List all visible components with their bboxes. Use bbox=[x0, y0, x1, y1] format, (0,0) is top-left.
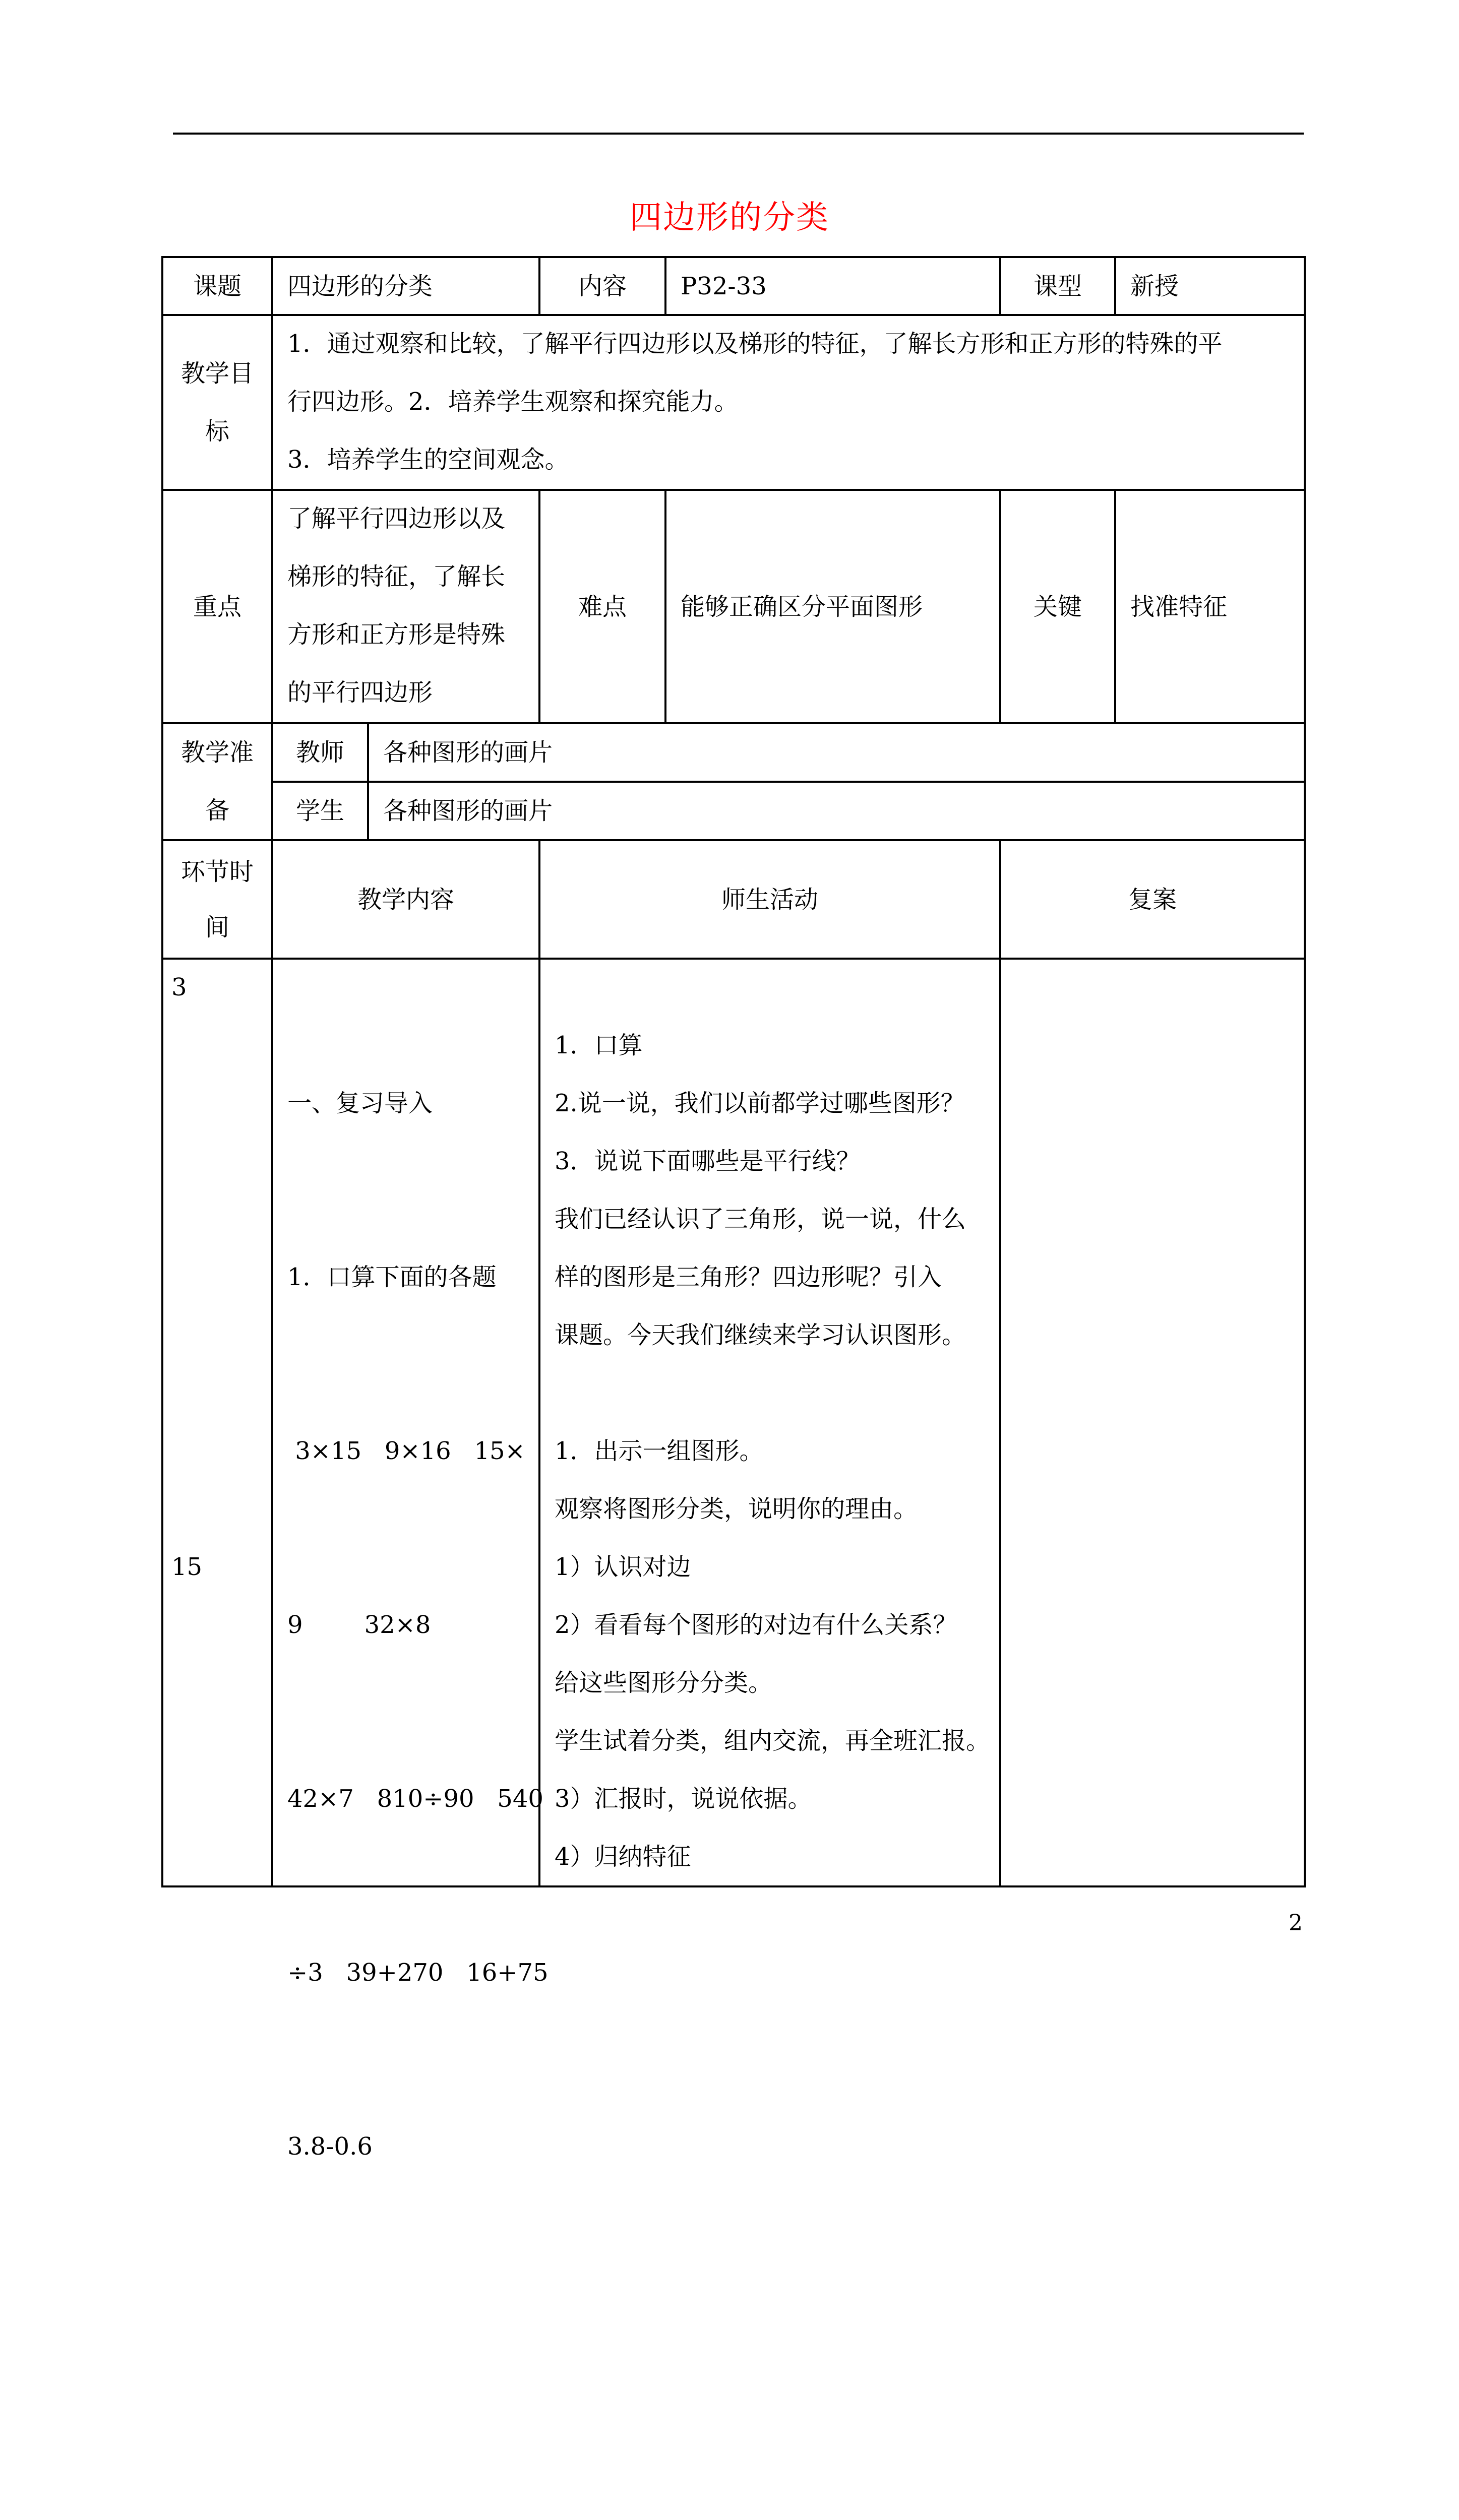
activity-line: 课题。今天我们继续来学习认识图形。 bbox=[555, 1321, 966, 1349]
key-point-line: 的平行四边形 bbox=[287, 678, 433, 707]
teacher-value: 各种图形的画片 bbox=[383, 738, 553, 767]
activity-line: 我们已经认识了三角形，说一说，什么 bbox=[555, 1205, 966, 1233]
activity-line bbox=[555, 959, 1000, 1017]
prep-label-line: 教学准 bbox=[180, 738, 254, 767]
crux-value: 找准特征 bbox=[1130, 592, 1228, 621]
content-line: ÷3 39+270 16+75 bbox=[287, 1959, 549, 1987]
goals-line: 3．培养学生的空间观念。 bbox=[287, 446, 569, 474]
key-point-line: 了解平行四边形以及 bbox=[287, 505, 506, 533]
content-value: P32-33 bbox=[681, 272, 767, 300]
goals-line: 行四边形。2．培养学生观察和探究能力。 bbox=[287, 388, 739, 416]
review-cell bbox=[1000, 959, 1305, 1886]
key-point-label: 重点 bbox=[193, 592, 241, 621]
goals-line: 1．通过观察和比较，了解平行四边形以及梯形的特征，了解长方形和正方形的特殊的平 bbox=[287, 330, 1223, 358]
goals-label bbox=[162, 315, 272, 490]
content-label: 内容 bbox=[578, 272, 627, 300]
prep-label bbox=[162, 723, 272, 840]
time-header-line: 环节时 bbox=[180, 857, 254, 886]
review-column-header: 复案 bbox=[1128, 885, 1177, 914]
content-line bbox=[287, 2292, 539, 2350]
teacher-label: 教师 bbox=[295, 738, 344, 767]
activity-line: 3）汇报时，说说依据。 bbox=[555, 1785, 812, 1813]
header-rule bbox=[173, 133, 1304, 135]
activity-cell bbox=[539, 959, 1000, 1886]
activity-column-header: 师生活动 bbox=[721, 885, 818, 914]
content-line: 9 32×8 bbox=[287, 1611, 431, 1639]
key-point-value bbox=[272, 490, 539, 723]
activity-line: 2.说一说，我们以前都学过哪些图形？ bbox=[555, 1089, 965, 1117]
activity-line bbox=[555, 1364, 1000, 1422]
content-column-header: 教学内容 bbox=[357, 885, 454, 914]
page-number: 2 bbox=[1289, 1910, 1303, 1936]
content-line: 一、复习导入 bbox=[287, 1089, 433, 1117]
document-title: 四边形的分类 bbox=[630, 199, 829, 236]
difficulty-label: 难点 bbox=[578, 592, 627, 621]
goals-label-line: 标 bbox=[205, 417, 229, 446]
activity-line: 观察将图形分类，说明你的理由。 bbox=[555, 1495, 918, 1523]
student-label: 学生 bbox=[295, 797, 344, 825]
key-point-line: 方形和正方形是特殊 bbox=[287, 620, 506, 649]
content-line: 3.8-0.6 bbox=[287, 2132, 373, 2161]
topic-value: 四边形的分类 bbox=[287, 272, 433, 300]
activity-line: 学生试着分类，组内交流，再全班汇报。 bbox=[555, 1727, 991, 1755]
activity-line: 2）看看每个图形的对边有什么关系？ bbox=[555, 1611, 957, 1639]
type-label: 课型 bbox=[1033, 272, 1082, 300]
activity-line: 1．出示一组图形。 bbox=[555, 1437, 764, 1465]
content-cell bbox=[272, 959, 549, 2161]
key-point-line: 梯形的特征，了解长 bbox=[287, 562, 506, 591]
activity-line: 3．说说下面哪些是平行线？ bbox=[555, 1147, 861, 1175]
activity-line: 给这些图形分分类。 bbox=[555, 1669, 773, 1697]
type-value: 新授 bbox=[1130, 272, 1179, 300]
content-line: 1．口算下面的各题 bbox=[287, 1263, 497, 1291]
activity-line: 样的图形是三角形？四边形呢？引入 bbox=[555, 1263, 942, 1291]
topic-label: 课题 bbox=[193, 272, 241, 300]
crux-label: 关键 bbox=[1033, 592, 1082, 621]
activity-line: 1）认识对边 bbox=[555, 1553, 691, 1581]
student-value: 各种图形的画片 bbox=[383, 797, 553, 825]
goals-text bbox=[272, 315, 1305, 490]
difficulty-value: 能够正确区分平面图形 bbox=[681, 592, 923, 621]
time-value: 3 bbox=[171, 973, 187, 1001]
activity-line: 4）归纳特征 bbox=[555, 1843, 691, 1871]
time-header-line: 间 bbox=[205, 913, 229, 941]
activity-line: 1．口算 bbox=[555, 1031, 643, 1059]
goals-label-line: 教学目 bbox=[180, 359, 254, 388]
time-column-header bbox=[162, 840, 272, 959]
content-line: 42×7 810÷90 540 bbox=[287, 1785, 543, 1813]
content-line bbox=[287, 2466, 539, 2520]
content-line: 3×15 9×16 15× bbox=[287, 1437, 525, 1465]
time-value: 15 bbox=[171, 1553, 203, 1581]
prep-label-line: 备 bbox=[205, 796, 229, 825]
